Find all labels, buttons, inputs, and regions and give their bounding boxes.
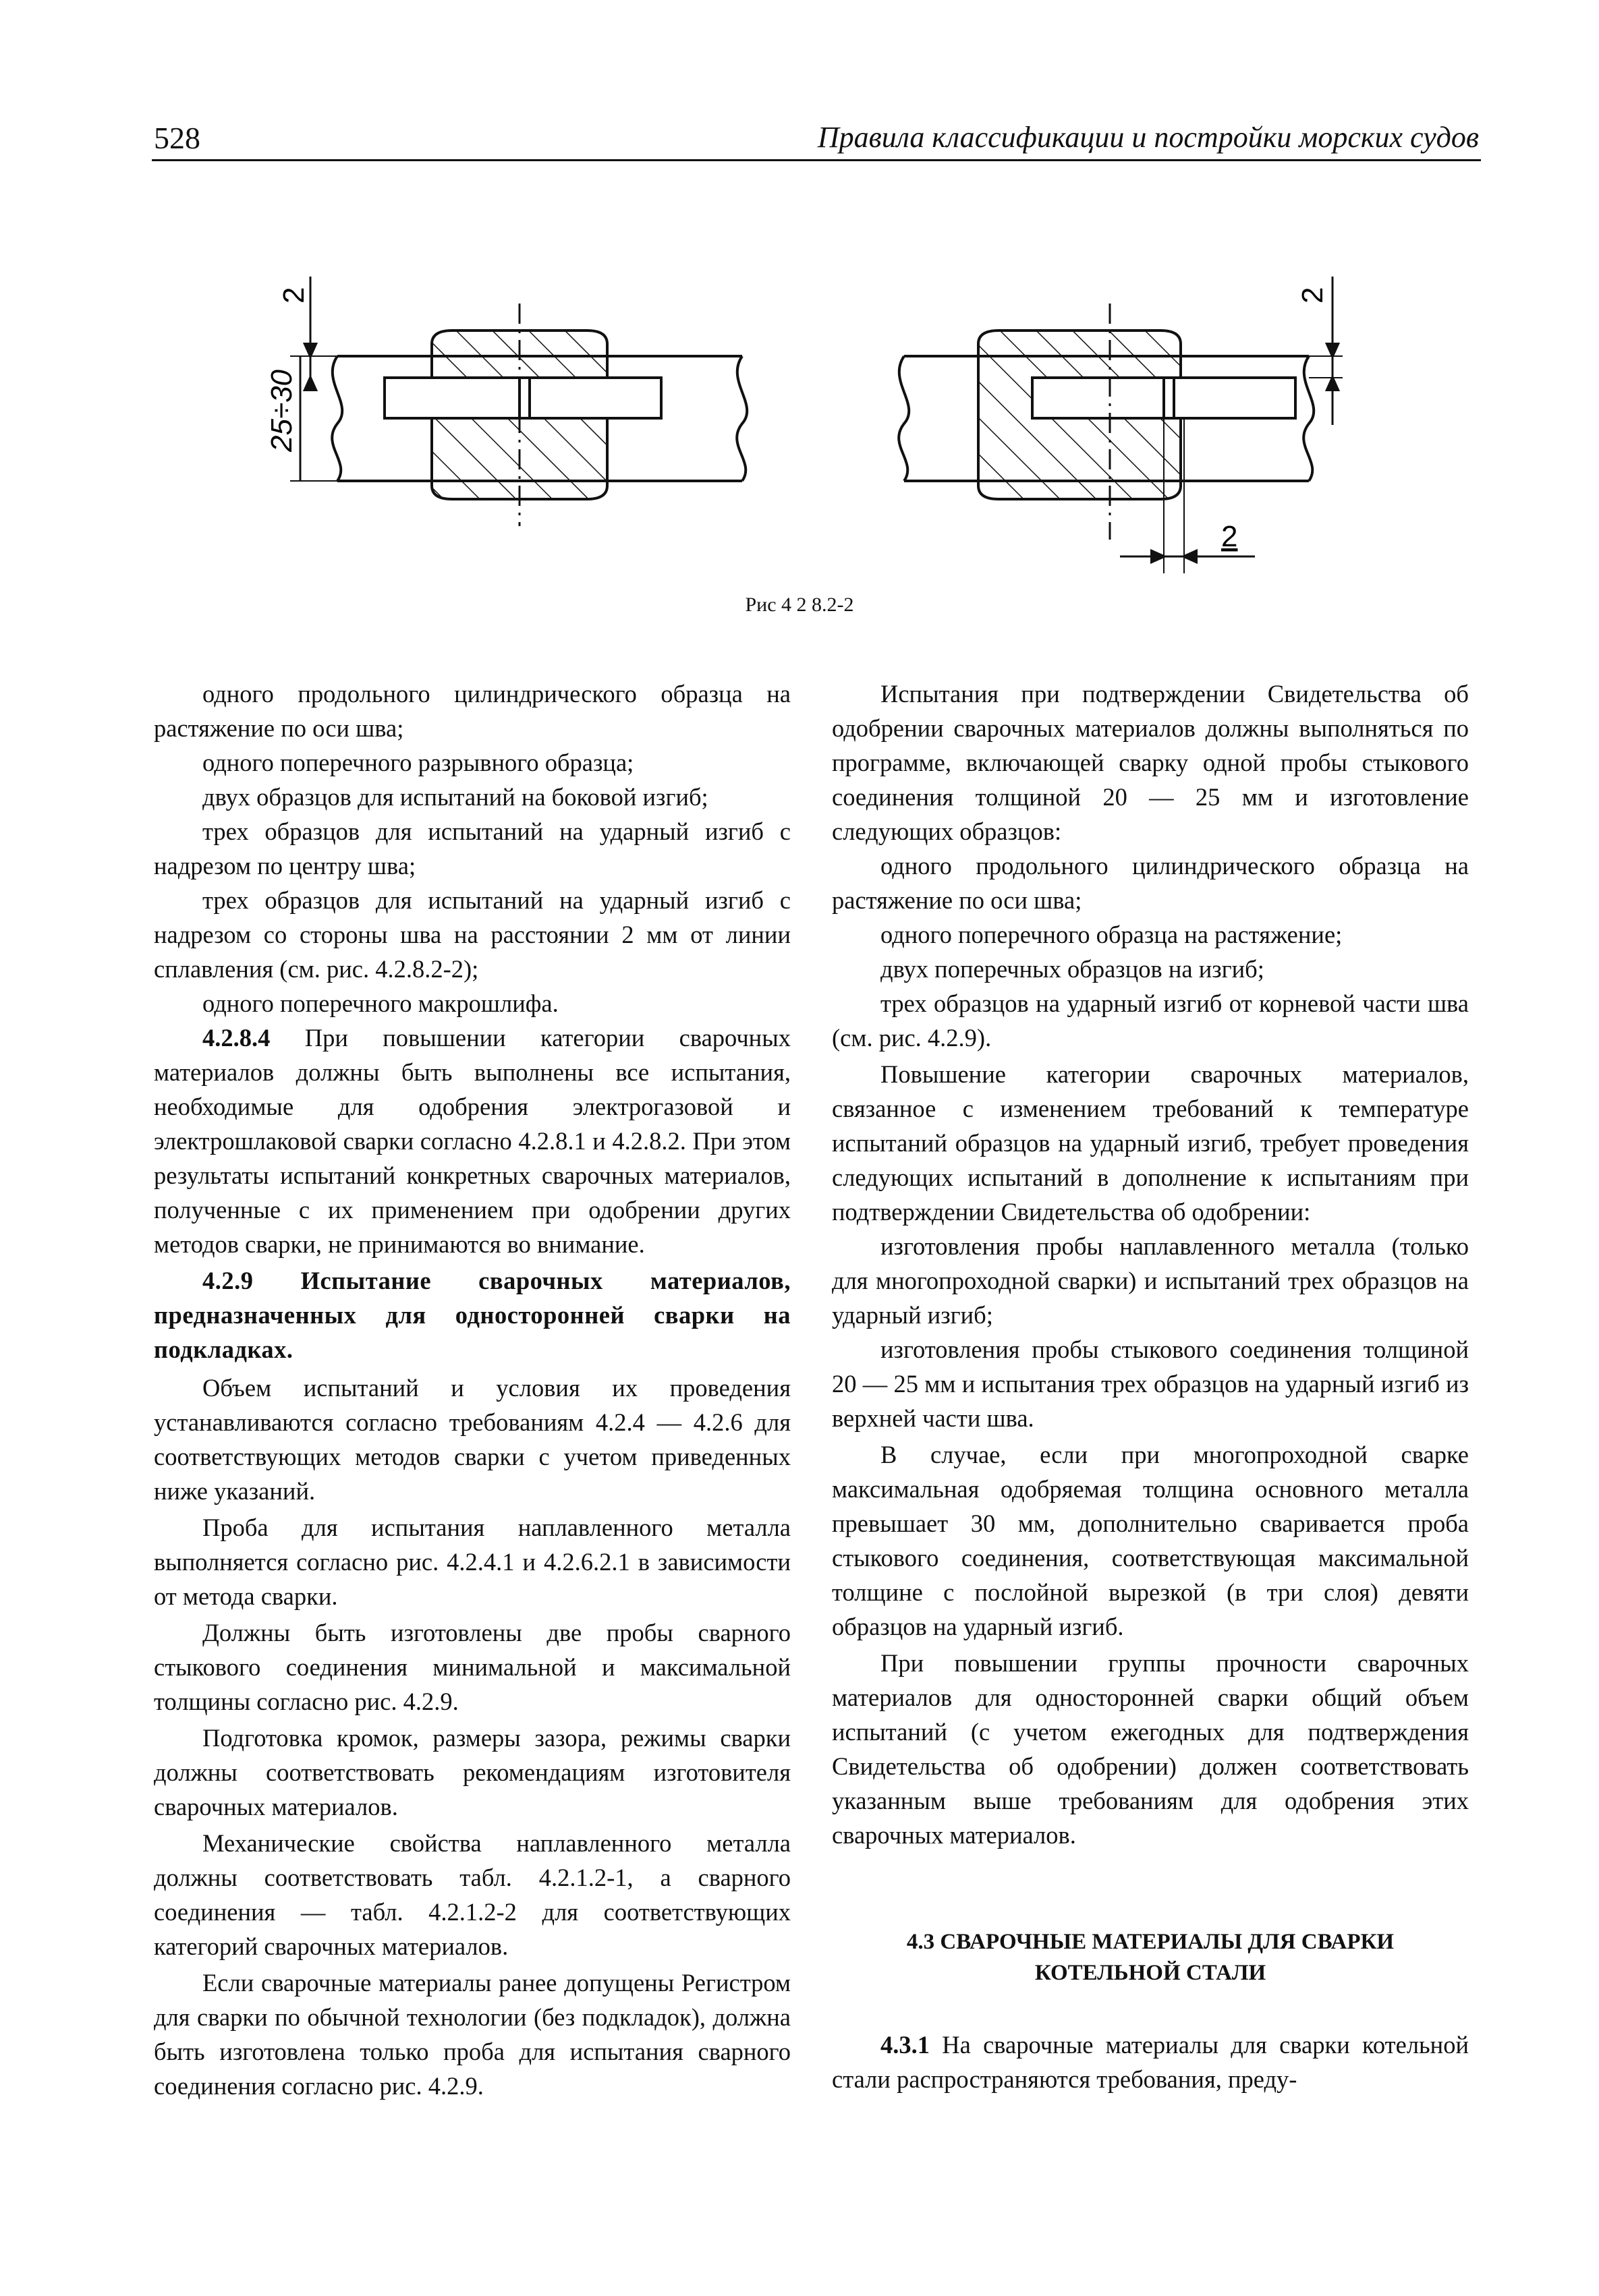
list-item: одного поперечного макрошлифа. [202,989,559,1017]
list-item: одного продольного цилиндрического образца на растяжение по оси шва; [154,680,791,742]
paragraph-4-3-1 [832,2028,1469,2096]
page-number: 528 [154,121,200,155]
section-heading-line: 4.3 СВАРОЧНЫЕ МАТЕРИАЛЫ ДЛЯ СВАРКИ [906,1930,1395,1954]
section-heading-4-3 [832,1926,1469,1988]
paragraph: Испытания при подтверждении Свидетельства об одобрении сварочных материалов должны выполняться по программе, включающей сварку одной пробы стыкового соединения толщиной 20 — 25 мм и изготовление следующих образцов: [832,680,1469,845]
paragraph: Проба для испытания наплавленного металла выполняется согласно рис. 4.2.4.1 и 4.2.6.2.1 в зависимости от метода сварки. [154,1514,791,1610]
paragraph: Если сварочные материалы ранее допущены Регистром для сварки по обычной технологии (без подкладок), должна быть изготовлена только проба для испытания сварного соединения согласно рис. 4.2.9. [154,1969,791,2100]
left-column [154,677,791,2105]
list-item: трех образцов для испытаний на ударный изгиб с надрезом со стороны шва на расстоянии 2 мм от линии сплавления (см. рис. 4.2.8.2-2); [154,886,791,983]
paragraph-4-2-8-4 [154,1021,791,1261]
list-item: одного продольного цилиндрического образца на растяжение по оси шва; [832,852,1469,914]
left-vertical-dimension: 25÷30 [265,369,298,452]
left-top-dimension: 2 [277,287,310,304]
list-item: трех образцов для испытаний на ударный изгиб с надрезом по центру шва; [154,817,791,880]
figure-caption: Рис 4 2 8.2-2 [745,594,854,616]
paragraph: Подготовка кромок, размеры зазора, режимы сварки должны соответствовать рекомендациям изготовителя сварочных материалов. [154,1724,791,1820]
right-top-dimension: 2 [1296,287,1329,304]
paragraph-number: 4.3.1 [880,2031,930,2059]
section-heading-line: КОТЕЛЬНОЙ СТАЛИ [1034,1961,1266,1985]
right-specimen-drawing [899,277,1343,573]
paragraph: Повышение категории сварочных материалов, связанное с изменением требований к температуре испытаний образцов на ударный изгиб, требует проведения следующих испытаний в дополнение к испытаниям при подтверждении Свидетельства об одобрении: [832,1060,1469,1226]
paragraph: Объем испытаний и условия их проведения устанавливаются согласно требованиям 4.2.4 — 4.2.6 для соответствующих методов сварки с учетом приведенных ниже указаний. [154,1374,791,1505]
paragraph: Должны быть изготовлены две пробы сварного стыкового соединения минимальной и максимальной толщины согласно рис. 4.2.9. [154,1619,791,1715]
list-item: двух образцов для испытаний на боковой изгиб; [202,783,708,811]
paragraph: Механические свойства наплавленного металла должны соответствовать табл. 4.2.1.2-1, а сварного соединения — табл. 4.2.1.2-2 для соответствующих категорий сварочных материалов. [154,1829,791,1960]
list-item: изготовления пробы стыкового соединения толщиной 20 — 25 мм и испытания трех образцов на ударный изгиб из верхней части шва. [832,1336,1469,1432]
list-item: одного поперечного разрывного образца; [202,749,634,776]
header-rule [152,159,1481,161]
list-item: изготовления пробы наплавленного металла (только для многопроходной сварки) и испытаний трех образцов на ударный изгиб; [832,1232,1469,1329]
right-bottom-dimension: 2 [1221,520,1238,553]
paragraph: В случае, если при многопроходной сварке максимальная одобряемая толщина основного металла превышает 30 мм, дополнительно сваривается проба стыкового соединения, соответствующая максимальной толщине с послойной вырезкой (в три слоя) девяти образцов на ударный изгиб. [832,1441,1469,1640]
paragraph: При повышении группы прочности сварочных материалов для односторонней сварки общий объем испытаний (с учетом ежегодных для подтверждения Свидетельства об одобрении) должен соответствовать указанным выше требованиям для одобрения этих сварочных материалов. [832,1649,1469,1849]
paragraph-text: На сварочные материалы для сварки котельной стали распространяются требования, преду- [832,2031,1469,2093]
running-title: Правила классификации и постройки морских судов [817,121,1479,154]
right-column [832,677,1469,2098]
list-item: одного поперечного образца на растяжение; [880,921,1343,948]
paragraph-number: 4.2.8.4 [202,1024,271,1052]
section-heading-4-2-9: 4.2.9 Испытание сварочных материалов, предназначенных для односторонней сварки на подкладках. [154,1267,791,1363]
list-item: трех образцов на ударный изгиб от корневой части шва (см. рис. 4.2.9). [832,989,1469,1052]
weld-specimen-figure [229,250,1390,587]
list-item: двух поперечных образцов на изгиб; [880,955,1264,983]
paragraph-text: При повышении категории сварочных материалов должны быть выполнены все испытания, необходимые для одобрения электрогазовой и электрошлаковой сварки согласно 4.2.8.1 и 4.2.8.2. При этом результаты испытаний конкретных сварочных материалов, полученные с их применением при одобрении других методов сварки, не принимаются во внимание. [154,1024,791,1258]
left-specimen-drawing [290,277,747,526]
